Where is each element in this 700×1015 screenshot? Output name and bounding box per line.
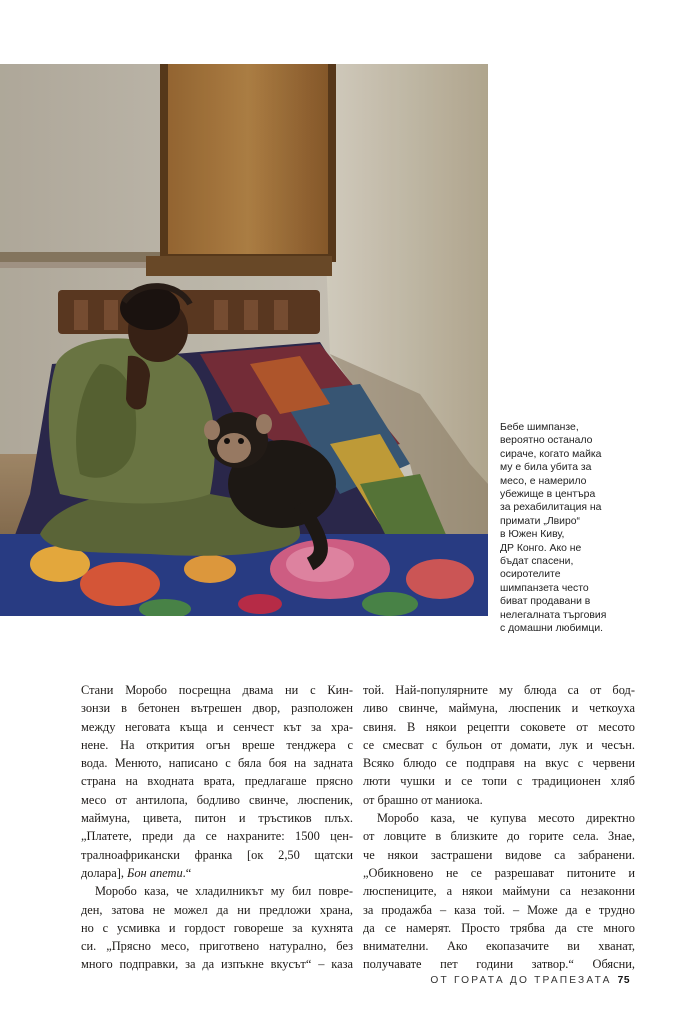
text-line: зонзи в бетонен вътрешен двор, разположен: [81, 701, 353, 716]
text-line: внимателни. Ако екопазачите ви хванат,: [363, 939, 635, 954]
text-line: много подправки, за да изпъкне вкусът“ – каза: [81, 957, 353, 972]
text-line: Моробо каза, че купува месото директно: [377, 811, 635, 826]
text-line: вода. Менюто, написано с бяла боя на задната: [81, 756, 353, 771]
page-number: 75: [617, 975, 630, 986]
photo-caption: [500, 421, 690, 636]
text-line: от брашно от маниока.: [363, 792, 483, 807]
text-line: ливо свинче, маймуна, люспеник и четкоуха: [363, 701, 635, 716]
text-line: Моробо каза, че хладилникът му бил повре-: [95, 884, 353, 899]
text-line: се смесват с бульон от домати, лук и чесън.: [363, 737, 635, 752]
caption-line: шимпанзета често: [500, 582, 589, 594]
caption-line: в Южен Киву,: [500, 529, 565, 541]
text-line: „Обикновено не се разрешават питоните и: [363, 865, 635, 880]
text-line: страна на входната врата, предлагаше прясно: [81, 774, 353, 789]
caption-line: вероятно останало: [500, 435, 593, 447]
text-line: тралноафрикански франка [ок 2,50 щатски: [81, 847, 353, 862]
text-line: [81, 864, 353, 882]
text-line: получавате пет години затвор.“ Обясни,: [363, 957, 635, 972]
text-line: че някои застрашени видове са забранени.: [363, 847, 635, 862]
italic-phrase: Бон апети: [127, 865, 183, 880]
text-run: долара],: [81, 865, 128, 880]
text-line: си. „Прясно месо, приготвено натурално, без: [81, 939, 353, 954]
photo-illustration: [0, 64, 488, 616]
text-line: нене. На открития огън вреше тенджера с: [81, 737, 353, 752]
text-line: люспениците, а някои маймуни са незаконни: [363, 884, 635, 899]
caption-line: с домашни любимци.: [500, 623, 604, 635]
text-line: между неговата къща и сенчест кът за хра-: [81, 719, 353, 734]
caption-line: убежище в центъра: [500, 489, 596, 501]
text-line: свиня. В някои рецепти соковете от месото: [363, 719, 635, 734]
caption-line: примати „Лвиро“: [500, 515, 580, 527]
chimpanzee-photo: [0, 64, 488, 616]
text-line: от ловците в близките до горите села. Знае,: [363, 829, 635, 844]
caption-line: биват продавани в: [500, 596, 591, 608]
caption-line: месо, е намерило: [500, 475, 587, 487]
caption-line: осиротелите: [500, 569, 561, 581]
text-line: Всяко блюдо се подправя на вкус с червени: [363, 756, 635, 771]
text-line: ден, затова не можел да ни предложи храна,: [81, 902, 353, 917]
caption-line: Бебе шимпанзе,: [500, 422, 579, 433]
section-title: ОТ ГОРАТА ДО ТРАПЕЗАТА: [430, 975, 612, 986]
article-column-left: [81, 681, 353, 974]
caption-line: за рехабилитация на: [500, 502, 602, 514]
text-line: „Платете, преди да се нахраните: 1500 цен-: [81, 829, 353, 844]
caption-line: ДР Конго. Ако не: [500, 542, 582, 554]
text-line: той. Най-популярните му блюда са от бод-: [363, 683, 635, 697]
text-line: за продажба – каза той. – Може да е трудно: [363, 902, 635, 917]
page-footer: [430, 975, 630, 986]
caption-line: бъдат спасени,: [500, 556, 574, 568]
caption-line: сираче, когато майка: [500, 448, 602, 460]
text-line: маймуна, цивета, питон и тръстиков плъх.: [81, 811, 353, 826]
text-line: люти чушки и се топи с традиционен хляб: [363, 774, 635, 789]
text-line: да се намерят. Просто трябва да сте много: [363, 920, 635, 935]
text-line: но с усмивка и гордост говореше за кухнята: [81, 920, 353, 935]
text-line: месо от антилопа, бодливо свинче, люспеник,: [81, 792, 353, 807]
caption-line: нелегалната търговия: [500, 609, 607, 621]
article-column-right: [363, 681, 635, 974]
text-line: Стани Моробо посрещна двама ни с Кин-: [81, 683, 353, 697]
caption-line: му е била убита за: [500, 462, 592, 474]
text-run: .“: [182, 865, 192, 880]
